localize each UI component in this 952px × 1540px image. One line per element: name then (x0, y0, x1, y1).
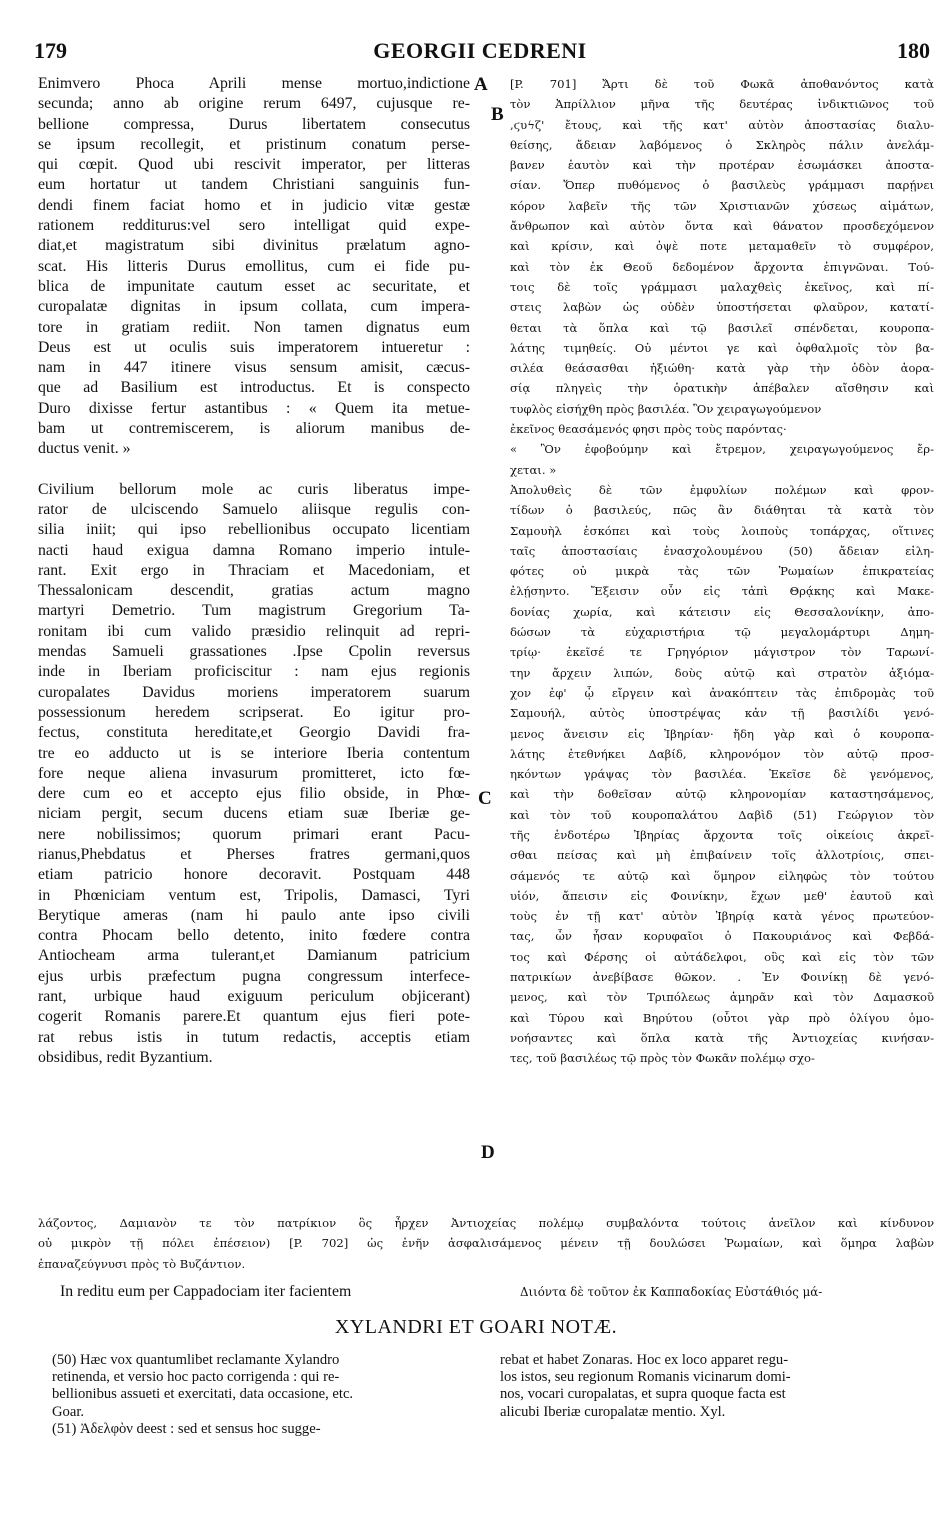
note-line: Goar. (52, 1403, 85, 1420)
greek-text-line: τοις δὲ τοῖς γράμμασι μαλαχθεὶς ἐκεῖνος, καὶ πί- (510, 279, 934, 294)
greek-text-line: καὶ κρίσιν, καὶ ὀψὲ ποτε μεταμαθεῖν τὸ συμφέρον, (510, 239, 934, 254)
latin-text-line: in Phœniciam ventum est, Tripolis, Damasci, Tyri (38, 886, 470, 904)
greek-text-line: μενος ἄνεισιν εἰς Ἰβηρίαν· ἤδη γὰρ καὶ ὁ κουροπα- (510, 726, 934, 741)
greek-text-line: καὶ τὴν δοθεῖσαν αὐτῷ κληρονομίαν καταστησάμενος, (510, 787, 934, 802)
latin-text-line (38, 460, 470, 480)
latin-text-line: Deus est ut oculis suis imperatorem intueretur : (38, 338, 470, 356)
latin-text-line: Berytique ameras (nam hi paulo ante ipso civili (38, 906, 470, 924)
note-line: (51) Ἀδελφὸν deest : sed et sensus hoc sugge- (52, 1420, 321, 1437)
latin-text-line: fectus, constituta hereditate,et Georgio Davidi fra- (38, 724, 470, 742)
latin-text-line: silia iniit; qui ipso rebellionibus occupato licentiam (38, 521, 470, 539)
greek-full-line: οὐ μικρὸν τῇ πόλει ἐπέσειον) [P. 702] ὡς ἐνῆν ἀσφαλισάμενος μένειν τῇ δουλώσει Ῥωμαίων, καὶ ὅμηρα λαβὼν (38, 1236, 934, 1251)
notes-right-column (500, 1352, 932, 1421)
section-marker-d: D (481, 1142, 495, 1163)
latin-text-line: rat rebus istis in tutum redactis, acceptis etiam (38, 1028, 470, 1046)
greek-column (510, 74, 934, 1069)
latin-text-line: ronitam ibi cum valido præsidio relinquit ad repri- (38, 622, 470, 640)
greek-text-line: τος καὶ Φέρσης οἱ αὐτάδελφοι, οὓς καὶ εἰς τὸν τῶν (510, 949, 934, 964)
latin-text-line: etiam patricio honore decoravit. Postquam 448 (38, 866, 470, 884)
section-marker-a: A (474, 74, 488, 95)
latin-text-line: cogerit Romanis parere.Et quantum ejus fieri pote- (38, 1008, 470, 1026)
greek-text-line: στεις λαβὼν ὡς οὐδὲν ὑποστήσεται φλαῦρον, κατατί- (510, 300, 934, 315)
greek-text-line: φότες οὐ μικρὰ τὰς τῶν Ῥωμαίων ἐπικρατείας (510, 564, 934, 579)
latin-text-line: diat,et magistratum sibi divinitus prælatum agno- (38, 237, 470, 255)
latin-text-line: nam in 447 itinere visus sensum amisit, cæcus- (38, 359, 470, 377)
latin-text-line: martyri Demetrio. Tum magistrum Gregorium Ta- (38, 602, 470, 620)
latin-text-line: se ipsum recollegit, et pristinum conatum perse- (38, 135, 470, 153)
greek-text-line: σίᾳ πληγεὶς τὴν ὁρατικὴν ἀπέβαλεν αἴσθησιν καὶ (510, 381, 934, 396)
greek-text-line: χον ἐφ' ᾧ εἴργειν καὶ ἀνακόπτειν τὰς ἐπιδρομὰς τοῦ (510, 685, 934, 700)
latin-text-line: bam ut contremiscerem, is aliorum manibus de- (38, 420, 470, 438)
latin-text-line: tore in gratiam rediit. Non tamen dignatus eum (38, 318, 470, 336)
latin-text-line: curopalatæ dignitas in ipsum collata, cum impera- (38, 298, 470, 316)
greek-text-line: θεται τὰ ὅπλα καὶ τῷ βασιλεῖ σπένδεται, κουροπα- (510, 320, 934, 335)
latin-text-line: ejus urbis præfectum pugna congressum interfece- (38, 967, 470, 985)
greek-text-line: ,ϛυϟζ' ἔτους, καὶ τῆς κατ' αὐτὸν ἀποστασίας διαλυ- (510, 117, 934, 132)
latin-text-line: rator de ulciscendo Samuelo aliisque regulis con- (38, 500, 470, 518)
note-line: (50) Hæc vox quantumlibet reclamante Xylandro (52, 1352, 340, 1368)
full-width-greek (38, 1213, 934, 1274)
greek-text-line: την ἄρχειν λιπών, δοὺς αὐτῷ καὶ στρατὸν ἀξιόμα- (510, 665, 934, 680)
latin-text-line: Thessalonicam descendit, gratias actum magno (38, 582, 470, 600)
greek-text-line: τας, ὧν ἦσαν κορυφαῖοι ὁ Πακουριάνος καὶ Φεβδά- (510, 929, 934, 944)
greek-text-line: Σαμουήλ, αὐτὸς ὑποστρέψας κἀν τῇ βασιλίδι γενό- (510, 706, 934, 721)
notes-left-column (52, 1352, 472, 1438)
running-title: GEORGII CEDRENI (373, 38, 587, 63)
note-line: nos, vocari curopalatas, et supra quoque facta est (500, 1386, 786, 1403)
page-number-right: 180 (897, 38, 930, 63)
greek-text-line: ἐκεῖνος θεασάμενός φησι πρὸς τοὺς παρόντας· (510, 422, 787, 437)
greek-text-line: καὶ Τύρου καὶ Βηρύτου (οὗτοι γὰρ πρὸ ὀλίγου ὁμο- (510, 1010, 934, 1025)
latin-text-line: rationem redditurus:vel sero intelligat quid expe- (38, 217, 470, 235)
latin-text-line: rant. Exit ergo in Thraciam et Macedoniam, et (38, 561, 470, 579)
greek-text-line: δώσων τὰ εὐχαριστήρια τῷ μεγαλομάρτυρι Δημη- (510, 625, 934, 640)
latin-text-line: mendas Samueli grassationes .Ipse Cpolin reversus (38, 643, 470, 661)
greek-text-line: σθαι πείσας καὶ μὴ ἐπιβαίνειν τοῖς ἀλλοτρίοις, σπει- (510, 848, 934, 863)
greek-text-line: λάτης τιμηθείς. Οὐ μέντοι γε καὶ ὀφθαλμοῖς τὸν βα- (510, 340, 934, 355)
latin-text-line: nacti haud exigua damna Romano imperio intule- (38, 541, 470, 559)
greek-text-line: σιλέα θεάσασθαι ἠξιώθη· κατὰ γὰρ τὴν ὁδὸν ἀορα- (510, 361, 934, 376)
greek-text-line: σίαν. Ὅπερ πυθόμενος ὁ βασιλεὺς γράμμασι παρῄνει (510, 178, 934, 193)
note-line: retinenda, et versio hoc pacto corrigenda : qui re- (52, 1369, 340, 1386)
greek-text-line: ταῖς ἀποστασίαις ἐνασχολουμένου (50) ἄδειαν εἰλη- (510, 543, 934, 558)
latin-text-line: niciam pergit, secum ducens etiam suæ Iberiæ ge- (38, 805, 470, 823)
greek-text-line: Σαμουὴλ ἐσκόπει καὶ τοὺς λοιποὺς τοπάρχας, οἵτινες (510, 523, 934, 538)
greek-text-line: ἐλῄσηντο. Ἔξεισιν οὖν εἰς τἀπὶ Θρᾴκης καὶ Μακε- (510, 584, 934, 599)
greek-text-line: μενος, καὶ τὸν Τριπόλεως ἀμηρᾶν καὶ τὸν Δαμασκοῦ (510, 990, 934, 1005)
greek-text-line: τὸν Ἀπρίλλιον μῆνα τῆς δευτέρας ἰνδικτιῶνος τοῦ (510, 97, 934, 112)
latin-text-line: ductus venit. » (38, 440, 131, 458)
greek-text-line: τες, τοῦ βασιλέως τῷ πρὸς τὸν Φωκᾶν πολέμῳ σχο- (510, 1051, 815, 1066)
page-number-left: 179 (34, 38, 67, 63)
greek-text-line: θείσης, ἄδειαν λαβόμενος ὁ Σκληρὸς πάλιν ἀνελάμ- (510, 137, 934, 152)
latin-text-line: secunda; anno ab origine rerum 6497, cujusque re- (38, 95, 470, 113)
note-line: rebat et habet Zonaras. Hoc ex loco apparet regu- (500, 1352, 789, 1368)
latin-text-line: nere nobilissimos; quorum primari erant Pacu- (38, 825, 470, 843)
greek-text-line: νοήσαντες καὶ ὅπλα κατὰ τῆς Ἀντιοχείας κινήσαν- (510, 1030, 934, 1045)
greek-text-line: δονίας χωρία, καὶ κάτεισιν εἰς Θεσσαλονίκην, ἀπο- (510, 604, 934, 619)
greek-text-line: καὶ τὸν τοῦ κουροπαλάτου Δαβὶδ (51) Γεώργιον τὸν (510, 807, 934, 822)
section-marker-c: C (478, 788, 492, 809)
greek-continuation: Διιόντα δὲ τοῦτον ἐκ Καππαδοκίας Εὐστάθιός μά- (520, 1285, 823, 1299)
latin-text-line: Antiocheam arma tulerant,et Damianum patricium (38, 947, 470, 965)
greek-text-line: [P. 701] Ἄρτι δὲ τοῦ Φωκᾶ ἀποθανόντος κατὰ (510, 77, 934, 91)
greek-text-line: « Ὃν ἐφοβούμην καὶ ἔτρεμον, χειραγωγούμενος ἔρ- (510, 442, 934, 457)
note-line: bellionibus assueti et exercitati, data occasione, etc. (52, 1386, 354, 1403)
latin-text-line: obsidibus, redit Byzantium. (38, 1048, 213, 1066)
latin-text-line: qui cœpit. Quod ubi rescivit imperator, per litteras (38, 156, 470, 174)
greek-text-line: υἱόν, ἄπεισιν εἰς Φοινίκην, ἔχων μεθ' ἑαυτοῦ καὶ (510, 888, 934, 903)
greek-text-line: σάμενός τε αὐτῷ καὶ ὅμηρον εἰληφὼς τὸν τούτου (510, 868, 934, 883)
latin-text-line: rant, urbique haud exiguum periculum objicerant) (38, 988, 470, 1006)
latin-continuation: In reditu eum per Cappadociam iter facientem (60, 1283, 352, 1300)
greek-text-line: λάτης ἐτεθνήκει Δαβίδ, κληρονόμον τὸν αὐτῷ προσ- (510, 746, 934, 761)
greek-text-line: τίδων ὁ βασιλεύς, πῶς ἂν διάθηται τὰ κατὰ τὸν (510, 503, 934, 518)
note-line: alicubi Iberiæ curopalatæ mentio. Xyl. (500, 1403, 726, 1420)
greek-text-line: ηκόντων γράψας τὸν βασιλέα. Ἐκεῖσε δὲ γενόμενος, (510, 767, 934, 782)
latin-text-line: eum hortatur ut tandem Christiani sanguinis fun- (38, 176, 470, 194)
latin-text-line: que ad Basilium est introductus. Et is conspecto (38, 379, 470, 397)
latin-text-line: blica de impunitate cautum esset ac securitate, et (38, 277, 470, 295)
latin-text-line: tre eo adducto ut is se interiore Iberia contentum (38, 744, 470, 762)
greek-text-line: κόρον λαβεῖν τῆς τῶν Χριστιανῶν χύσεως αἱμάτων, (510, 198, 934, 213)
notes-title: XYLANDRI ET GOARI NOTÆ. (334, 1316, 618, 1338)
greek-text-line: καὶ τὸν ἐκ Θεοῦ δεδομένον ἄρχοντα ἐπιγνῶναι. Τού- (510, 259, 934, 274)
greek-text-line: βανεν ἑαυτὸν καὶ τὴν προτέραν ἐσωμάσκει ἀποστα- (510, 158, 934, 173)
latin-text-line: bellione compressa, Durus libertatem consecutus (38, 115, 470, 133)
greek-text-line: χεται. » (510, 462, 557, 477)
latin-text-line: Enimvero Phoca Aprili mense mortuo,indictione (38, 75, 470, 92)
greek-text-line: τυφλὸς εἰσήχθη πρὸς βασιλέα. Ὃν χειραγωγούμενον (510, 401, 822, 416)
latin-column (38, 74, 470, 1068)
latin-text-line: inde in Iberiam proficiscitur : nam ejus regionis (38, 663, 470, 681)
page-header (30, 38, 930, 68)
latin-text-line: scat. His litteris Durus emollitus, cum ei fide pu- (38, 257, 470, 275)
greek-full-line: ἐπαναζεύγνυσι πρὸς τὸ Βυζάντιον. (38, 1256, 246, 1271)
greek-text-line: τρίῳ· ἐκεῖσέ τε Γρηγόριον μάγιστρον τὸν Ταρωνί- (510, 645, 934, 660)
greek-text-line: Ἀπολυθεὶς δὲ τῶν ἐμφυλίων πολέμων καὶ φρον- (510, 482, 934, 497)
latin-text-line: dendi finem faciat homo et in judicio vitæ gestæ (38, 196, 470, 214)
greek-text-line: ἄνθρωπον καὶ αὐτὸν ὄντα καὶ θάνατον προσδεχόμενον (510, 219, 934, 234)
latin-text-line: dere cum eo et accepto ejus filio obside, in Phœ- (38, 785, 470, 803)
greek-full-line: λάζοντος, Δαμιανὸν τε τὸν πατρίκιον ὃς ἦρχεν Ἀντιοχείας πολέμῳ συμβαλόντα τούτοις ἀνεῖλον καὶ κίνδυνον (38, 1216, 934, 1230)
greek-text-line: τῆς ἐνδοτέρω Ἰβηρίας ἄρχοντα τοῖς οἰκείοις ἀκρεῖ- (510, 827, 934, 842)
latin-text-line: fore neque aliena invasurum promitteret, icto fœ- (38, 764, 470, 782)
section-marker-b: B (491, 104, 504, 125)
latin-text-line: rianus,Phebdatus et Pherses fratres germani,quos (38, 845, 470, 863)
latin-text-line: Civilium bellorum mole ac curis liberatus impe- (38, 480, 470, 498)
latin-text-line: contra Phocam bello detento, inito fœdere contra (38, 927, 470, 945)
greek-text-line: πατρικίων ἀνεβίβασε θῶκον. . Ἐν Φοινίκῃ δὲ γενό- (510, 970, 934, 985)
greek-text-line: τοὺς ἐν τῇ κατ' αὐτὸν Ἰβηρίᾳ κατὰ γένος πρωτεύον- (510, 909, 934, 924)
latin-text-line: curopalates Davidus moriens imperatorem suarum (38, 683, 470, 701)
note-line: los istos, seu regionum Romanis vicinarum domi- (500, 1369, 791, 1386)
latin-text-line: possessionum heredem scripserat. Eo igitur pro- (38, 703, 470, 721)
latin-text-line: Duro dixisse fertur astantibus : « Quem ita metue- (38, 399, 470, 417)
